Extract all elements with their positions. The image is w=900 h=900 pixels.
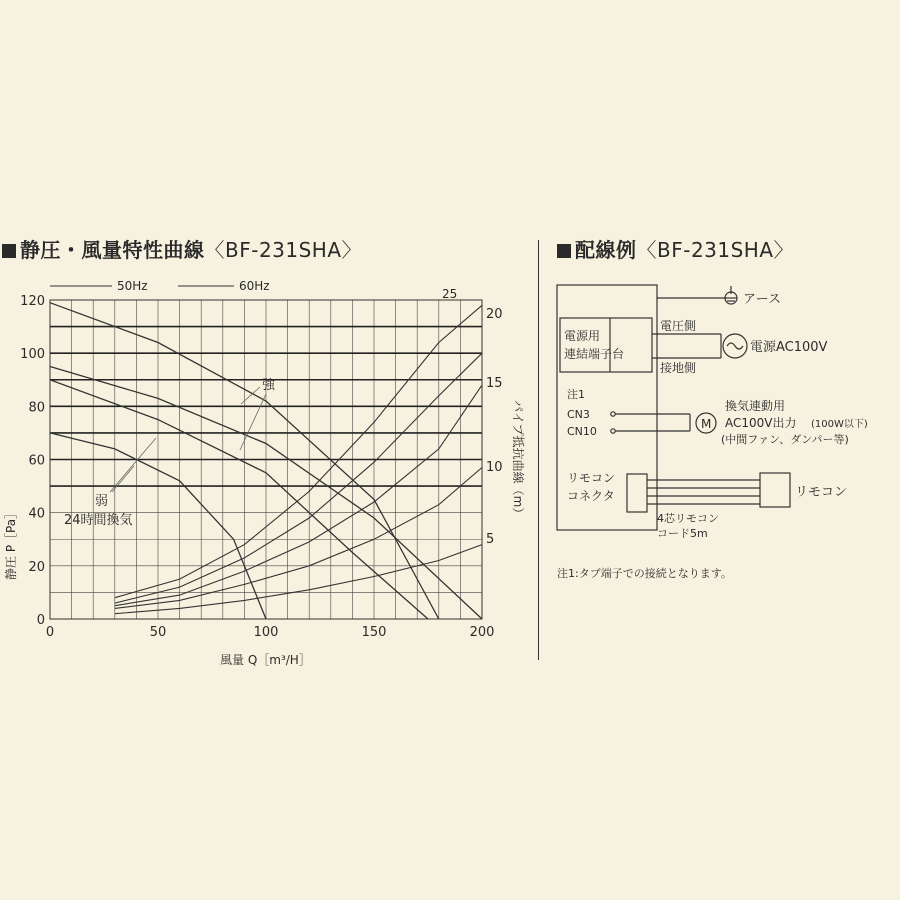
right-tick-label: 15	[486, 376, 503, 391]
terminal-block-box	[560, 318, 652, 372]
y-axis-label: 静圧 P［Pa］	[4, 506, 18, 580]
wiring-heading	[557, 234, 794, 263]
weak-sub-label: 24時間換気	[64, 513, 133, 528]
wiring-model: 〈BF-231SHA〉	[636, 238, 795, 262]
chart-model: 〈BF-231SHA〉	[204, 238, 363, 262]
ac-out-label: AC100V出力	[725, 416, 797, 430]
motor-label: M	[701, 417, 712, 431]
ac-out-limit: (100W以下)	[811, 419, 868, 430]
vent-link-label: 換気連動用	[725, 399, 786, 413]
remocon-label: リモコン	[795, 485, 848, 500]
x-tick-label: 200	[469, 625, 495, 640]
cn3-terminal	[611, 412, 615, 416]
legend-50hz-label: 50Hz	[117, 279, 148, 293]
x-tick-label: 0	[45, 625, 55, 640]
right-tick-label: 20	[486, 307, 503, 322]
cable-label-1: 4芯リモコン	[657, 512, 719, 525]
y2-axis-label: パイプ抵抗曲線（m）	[511, 400, 525, 520]
wiring-diagram	[545, 270, 900, 650]
cable-label-2: コード5m	[657, 527, 708, 540]
voltage-side-label: 電圧側	[660, 319, 697, 333]
chart-title: 静圧・風量特性曲線	[20, 238, 205, 262]
y-tick-label: 60	[28, 453, 45, 469]
pipe-curve-15	[115, 385, 482, 606]
y-tick-label: 100	[20, 347, 45, 363]
cn10-label: CN10	[567, 425, 597, 438]
remocon-connector-label-1: リモコン	[567, 471, 616, 485]
remocon-box	[760, 473, 790, 507]
weak-leader	[110, 438, 156, 492]
weak-label: 弱	[95, 494, 109, 509]
x-axis-label: 風量 Q［m³/H］	[220, 653, 311, 667]
pressure-flow-chart	[0, 270, 540, 710]
y-tick-label: 0	[36, 613, 45, 628]
power-label: 電源AC100V	[750, 340, 828, 355]
terminal-label-1: 電源用	[564, 329, 601, 343]
ac-out-examples: (中間ファン、ダンパー等)	[721, 433, 849, 446]
ac-wave-icon	[727, 343, 743, 349]
cn3-label: CN3	[567, 408, 590, 421]
heading-square	[2, 244, 16, 258]
chart-heading	[2, 234, 362, 263]
earth-label: アース	[743, 292, 781, 307]
y-tick-label: 80	[28, 400, 45, 416]
x-tick-label: 100	[253, 625, 279, 640]
pipe-curve-label: 25	[442, 287, 458, 301]
remocon-connector-box	[627, 474, 647, 512]
terminal-label-2: 連結端子台	[564, 347, 625, 361]
weak-leader	[112, 466, 134, 492]
right-tick-label: 5	[486, 532, 495, 547]
wiring-title: 配線例	[575, 238, 637, 262]
x-tick-label: 150	[361, 625, 387, 640]
ground-side-label: 接地側	[660, 361, 697, 375]
legend-60hz-label: 60Hz	[239, 279, 270, 293]
y-tick-label: 40	[28, 506, 45, 522]
remocon-connector-label-2: コネクタ	[567, 489, 615, 503]
wiring-note: 注1:タブ端子での接続となります。	[557, 567, 732, 580]
pipe-curve-10	[115, 468, 482, 609]
strong-label: 強	[262, 378, 276, 393]
note1-marker: 注1	[567, 388, 585, 401]
cn10-terminal	[611, 429, 615, 433]
x-tick-label: 50	[149, 625, 167, 640]
heading-square	[557, 244, 571, 258]
pipe-curve-5	[115, 545, 482, 614]
y-tick-label: 120	[20, 294, 45, 309]
right-tick-label: 10	[486, 460, 503, 475]
y-tick-label: 20	[28, 559, 45, 575]
